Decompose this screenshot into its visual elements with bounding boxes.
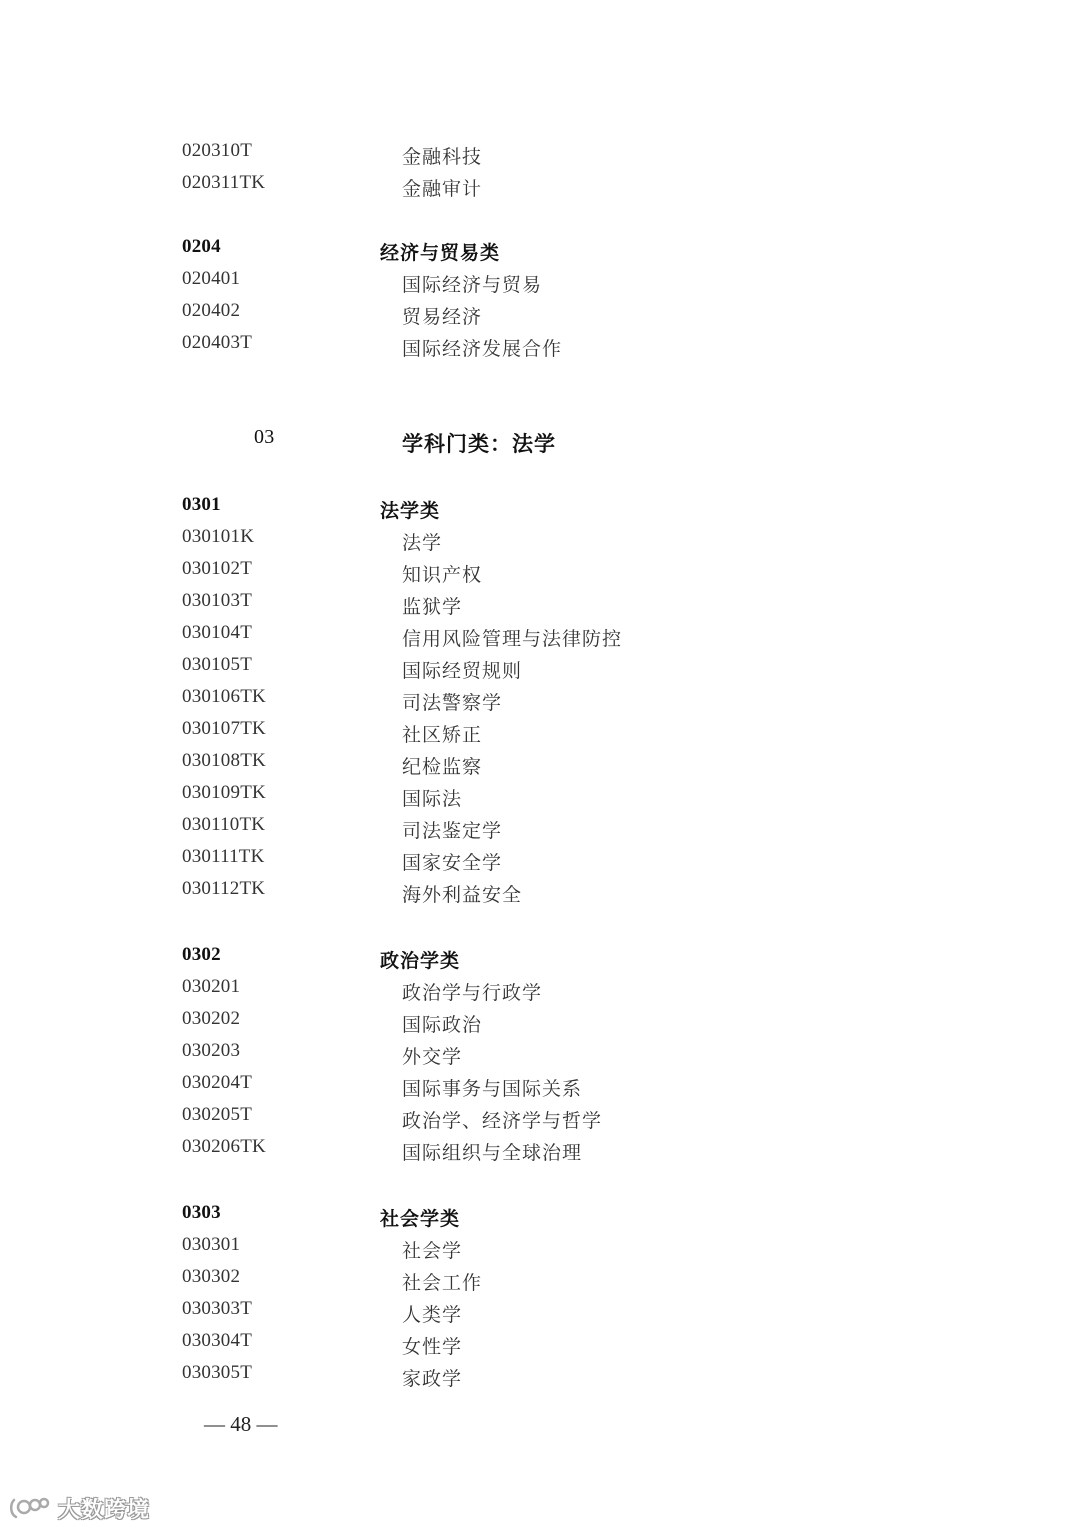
major-name: 政治学、经济学与哲学 (402, 1110, 603, 1132)
major-code: 03 (254, 426, 275, 448)
major-code: 030304T (182, 1330, 253, 1351)
major-row (0, 686, 1080, 718)
major-code: 030301 (182, 1234, 241, 1255)
major-name: 家政学 (402, 1368, 463, 1390)
major-code: 0303 (182, 1202, 221, 1223)
major-name: 社会工作 (402, 1272, 483, 1294)
major-name: 司法警察学 (402, 692, 503, 714)
major-name: 金融审计 (402, 178, 483, 200)
major-code: 020311TK (182, 172, 266, 193)
major-code: 030106TK (182, 686, 266, 707)
major-name: 信用风险管理与法律防控 (402, 628, 623, 650)
major-row (0, 718, 1080, 750)
major-name: 外交学 (402, 1046, 463, 1068)
major-code: 0302 (182, 944, 221, 965)
major-name: 国际事务与国际关系 (402, 1078, 583, 1100)
major-name: 社区矫正 (402, 724, 483, 746)
major-row (0, 1040, 1080, 1072)
major-code: 030104T (182, 622, 253, 643)
major-row (0, 814, 1080, 846)
major-code: 030303T (182, 1298, 253, 1319)
major-code: 020310T (182, 140, 253, 161)
major-row (0, 782, 1080, 814)
major-name: 法学类 (380, 500, 441, 522)
major-code: 030205T (182, 1104, 253, 1125)
major-name: 国际经贸规则 (402, 660, 523, 682)
major-code: 030302 (182, 1266, 241, 1287)
category-row (0, 236, 1080, 268)
major-row (0, 558, 1080, 590)
major-code: 020403T (182, 332, 253, 353)
major-row (0, 140, 1080, 172)
category-row (0, 494, 1080, 526)
watermark-logo-icon (8, 1494, 52, 1522)
major-row (0, 654, 1080, 686)
major-code: 030105T (182, 654, 253, 675)
major-code: 030206TK (182, 1136, 266, 1157)
watermark (8, 1492, 150, 1524)
major-name: 国际法 (402, 788, 463, 810)
major-code: 020402 (182, 300, 241, 321)
major-name: 纪检监察 (402, 756, 483, 778)
page-number: — 48 — (204, 1412, 278, 1436)
major-name: 国际政治 (402, 1014, 483, 1036)
major-row (0, 332, 1080, 364)
major-row (0, 976, 1080, 1008)
major-code: 030202 (182, 1008, 241, 1029)
major-name: 监狱学 (402, 596, 463, 618)
major-name: 人类学 (402, 1304, 463, 1326)
discipline-row (0, 426, 1080, 458)
major-code: 030110TK (182, 814, 266, 835)
major-name: 社会学类 (380, 1208, 461, 1230)
major-code: 030108TK (182, 750, 266, 771)
category-row (0, 1202, 1080, 1234)
major-name: 政治学与行政学 (402, 982, 543, 1004)
major-name: 法学 (402, 532, 443, 554)
major-code: 030201 (182, 976, 241, 997)
major-row (0, 750, 1080, 782)
major-row (0, 622, 1080, 654)
major-code: 030109TK (182, 782, 266, 803)
watermark-text: 大数跨境 (58, 1497, 151, 1523)
major-name: 经济与贸易类 (380, 242, 501, 264)
major-row (0, 846, 1080, 878)
major-name: 国际经济与贸易 (402, 274, 543, 296)
major-row (0, 1072, 1080, 1104)
major-row (0, 1298, 1080, 1330)
category-row (0, 944, 1080, 976)
major-code: 030103T (182, 590, 253, 611)
major-row (0, 1136, 1080, 1168)
major-code: 030101K (182, 526, 255, 547)
major-name: 金融科技 (402, 146, 483, 168)
major-name: 国际组织与全球治理 (402, 1142, 583, 1164)
major-name: 海外利益安全 (402, 884, 523, 906)
major-name: 贸易经济 (402, 306, 483, 328)
major-row (0, 1008, 1080, 1040)
major-name: 女性学 (402, 1336, 463, 1358)
major-row (0, 590, 1080, 622)
major-name: 国家安全学 (402, 852, 503, 874)
major-row (0, 1234, 1080, 1266)
major-code: 020401 (182, 268, 241, 289)
major-code: 030111TK (182, 846, 265, 867)
major-name: 学科门类：法学 (402, 431, 556, 456)
major-row (0, 1330, 1080, 1362)
major-name: 司法鉴定学 (402, 820, 503, 842)
major-row (0, 1362, 1080, 1394)
major-row (0, 300, 1080, 332)
major-code: 030112TK (182, 878, 266, 899)
major-code: 030305T (182, 1362, 253, 1383)
major-row (0, 268, 1080, 300)
major-row (0, 1266, 1080, 1298)
major-code: 0204 (182, 236, 221, 257)
major-row (0, 172, 1080, 204)
major-row (0, 1104, 1080, 1136)
major-code: 030204T (182, 1072, 253, 1093)
major-code: 030203 (182, 1040, 241, 1061)
major-code: 030107TK (182, 718, 266, 739)
major-code: 030102T (182, 558, 253, 579)
major-row (0, 526, 1080, 558)
major-name: 政治学类 (380, 950, 461, 972)
major-code: 0301 (182, 494, 221, 515)
major-name: 社会学 (402, 1240, 463, 1262)
major-row (0, 878, 1080, 910)
major-name: 知识产权 (402, 564, 483, 586)
major-name: 国际经济发展合作 (402, 338, 563, 360)
